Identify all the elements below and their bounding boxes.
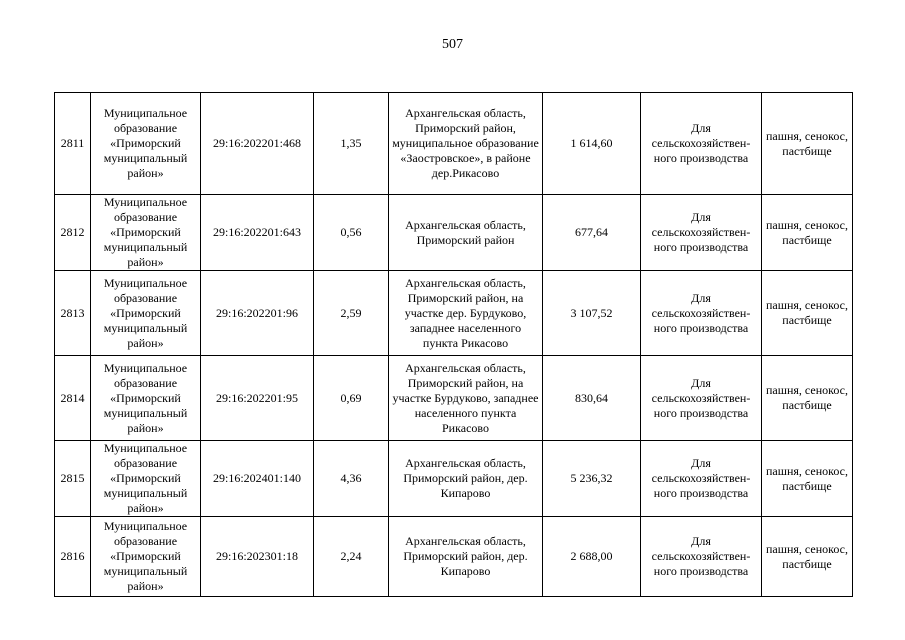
area-cell: 0,56: [314, 195, 389, 271]
owner-cell: Муниципальное образование «Приморский муниципальный район»: [91, 441, 201, 517]
land-type-cell: пашня, сенокос, пастбище: [762, 93, 853, 195]
usage-cell: Для сельскохозяйствен-ного производства: [641, 441, 762, 517]
cadastral-number-cell: 29:16:202401:140: [201, 441, 314, 517]
land-type-cell: пашня, сенокос, пастбище: [762, 356, 853, 441]
land-type-cell: пашня, сенокос, пастбище: [762, 195, 853, 271]
table-row: [55, 517, 853, 597]
usage-cell: Для сельскохозяйствен-ного производства: [641, 517, 762, 597]
land-plots-table: [54, 92, 853, 597]
address-cell: Архангельская область, Приморский район: [389, 195, 543, 271]
table-row: [55, 93, 853, 195]
table-row: [55, 271, 853, 356]
area-cell: 4,36: [314, 441, 389, 517]
cadastral-number-cell: 29:16:202201:95: [201, 356, 314, 441]
table-row: [55, 195, 853, 271]
area-cell: 2,59: [314, 271, 389, 356]
owner-cell: Муниципальное образование «Приморский муниципальный район»: [91, 93, 201, 195]
cadastral-value-cell: 5 236,32: [543, 441, 641, 517]
owner-cell: Муниципальное образование «Приморский муниципальный район»: [91, 356, 201, 441]
table-row: [55, 441, 853, 517]
cadastral-value-cell: 2 688,00: [543, 517, 641, 597]
owner-cell: Муниципальное образование «Приморский муниципальный район»: [91, 195, 201, 271]
usage-cell: Для сельскохозяйствен-ного производства: [641, 93, 762, 195]
land-type-cell: пашня, сенокос, пастбище: [762, 271, 853, 356]
cadastral-number-cell: 29:16:202201:96: [201, 271, 314, 356]
cadastral-number-cell: 29:16:202201:468: [201, 93, 314, 195]
address-cell: Архангельская область, Приморский район, муниципальное образование «Заостровское», в районе дер.Рикасово: [389, 93, 543, 195]
usage-cell: Для сельскохозяйствен-ного производства: [641, 356, 762, 441]
page-number: 507: [442, 37, 463, 52]
land-type-cell: пашня, сенокос, пастбище: [762, 517, 853, 597]
address-cell: Архангельская область, Приморский район, дер. Кипарово: [389, 441, 543, 517]
row-number: 2813: [55, 271, 91, 356]
row-number: 2811: [55, 93, 91, 195]
row-number: 2815: [55, 441, 91, 517]
table-row: [55, 356, 853, 441]
cadastral-value-cell: 1 614,60: [543, 93, 641, 195]
address-cell: Архангельская область, Приморский район, на участке Бурдуково, западнее населенного пункта Рикасово: [389, 356, 543, 441]
area-cell: 1,35: [314, 93, 389, 195]
cadastral-value-cell: 3 107,52: [543, 271, 641, 356]
usage-cell: Для сельскохозяйствен-ного производства: [641, 195, 762, 271]
usage-cell: Для сельскохозяйствен-ного производства: [641, 271, 762, 356]
row-number: 2816: [55, 517, 91, 597]
row-number: 2814: [55, 356, 91, 441]
owner-cell: Муниципальное образование «Приморский муниципальный район»: [91, 271, 201, 356]
cadastral-number-cell: 29:16:202301:18: [201, 517, 314, 597]
cadastral-number-cell: 29:16:202201:643: [201, 195, 314, 271]
row-number: 2812: [55, 195, 91, 271]
address-cell: Архангельская область, Приморский район, на участке дер. Бурдуково, западнее населенного пункта Рикасово: [389, 271, 543, 356]
land-type-cell: пашня, сенокос, пастбище: [762, 441, 853, 517]
area-cell: 2,24: [314, 517, 389, 597]
cadastral-value-cell: 677,64: [543, 195, 641, 271]
owner-cell: Муниципальное образование «Приморский муниципальный район»: [91, 517, 201, 597]
address-cell: Архангельская область, Приморский район, дер. Кипарово: [389, 517, 543, 597]
cadastral-value-cell: 830,64: [543, 356, 641, 441]
area-cell: 0,69: [314, 356, 389, 441]
